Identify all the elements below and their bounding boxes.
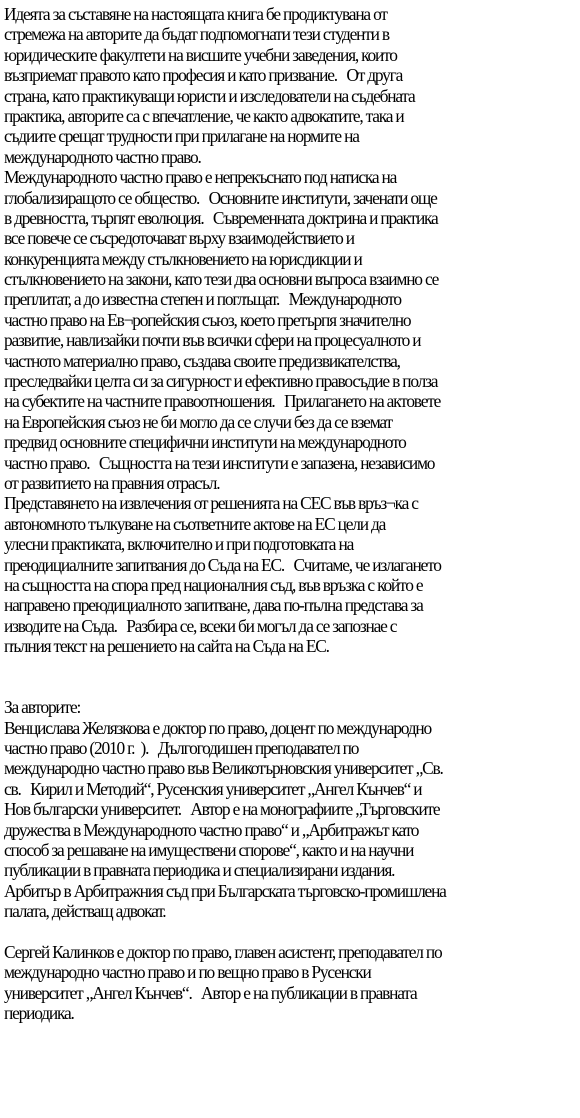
text-line: юридическите факултети на висшите учебни заведения, които <box>4 44 397 65</box>
text-line: преплитат, а до известна степен и поглъщат. Международното <box>4 289 401 310</box>
text-line: развитие, навлизайки почти във всички сфери на процесуалното и <box>4 330 421 351</box>
text-line: изводите на Съда. Разбира се, всеки би могъл да се запознае с <box>4 615 397 636</box>
text-line: частно право. Същността на тези институти е запазена, независимо <box>4 452 435 473</box>
author-1-bio <box>4 718 578 922</box>
text-line: предвид основните специфични институти на международното <box>4 432 406 453</box>
text-line: съдиите срещат трудности при прилагане на нормите на <box>4 126 359 147</box>
text-line: международното частно право. <box>4 146 201 167</box>
text-line: стремежа на авторите да бъдат подпомогнати тези студенти в <box>4 24 389 45</box>
text-line: Международното частно право е непрекъснато под натиска на <box>4 167 397 188</box>
text-line: Арбитър в Арбитражния съд при Българската търговско-промишлена <box>4 880 446 901</box>
preface-paragraph-2 <box>4 167 578 493</box>
text-line: международно частно право във Великотърновския университет „Св. <box>4 758 443 779</box>
text-line: частно право (2010 г. ). Дългогодишен преподавател по <box>4 738 359 759</box>
spacer <box>4 657 578 677</box>
spacer <box>4 677 578 697</box>
text-line: от развитието на правния отрасъл. <box>4 472 220 493</box>
text-line: страна, като практикуващи юристи и изследователи на съдебната <box>4 85 415 106</box>
text-line: дружества в Международното частно право“ и „Арбитражът като <box>4 819 419 840</box>
text-line: Нов български университет. Автор е на монографиите „Търговските <box>4 799 440 820</box>
text-line: Сергей Калинков е доктор по право, главен асистент, преподавател по <box>4 941 442 962</box>
text-line: Представянето на извлечения от решенията на СЕС във връз¬ка с <box>4 493 418 514</box>
text-line: улесни практиката, включително и при подготовката на <box>4 534 354 555</box>
spacer <box>4 922 578 942</box>
text-line: палата, действащ адвокат. <box>4 901 166 922</box>
text-line: преюдициалните запитвания до Съда на ЕС. Считаме, че излагането <box>4 554 441 575</box>
text-line: международно частно право и по вещно право в Русенски <box>4 962 371 983</box>
text-line: на Европейския съюз не би могло да се случи без да се вземат <box>4 411 392 432</box>
text-line: конкуренцията между стълкновението на юрисдикции и <box>4 248 362 269</box>
preface-paragraph-3 <box>4 493 578 656</box>
author-2-bio <box>4 942 578 1024</box>
text-line: практика, авторите са с впечатление, че както адвокатите, така и <box>4 105 404 126</box>
text-line: частно право на Ев¬ропейския съюз, което претърпя значително <box>4 309 411 330</box>
text-line: св. Кирил и Методий“, Русенския университет „Ангел Кънчев“ и <box>4 778 422 799</box>
text-line: Венцислава Желязкова е доктор по право, доцент по международно <box>4 717 431 738</box>
text-line: способ за решаване на имуществени спорове“, както и на научни <box>4 840 414 861</box>
text-line: на субектите на частните правоотношения. Прилагането на актовете <box>4 391 441 412</box>
text-line: преследвайки целта си за сигурност и ефективно правосъдие в полза <box>4 371 438 392</box>
text-line: частното материално право, създава своите предизвикателства, <box>4 350 400 371</box>
preface-paragraph-1 <box>4 4 578 167</box>
text-line: стълкновението на закони, като тези два основни въпроса взаимно се <box>4 269 439 290</box>
text-line: все повече се съсредоточават върху взаимодействието и <box>4 228 354 249</box>
text-line: публикации в правната периодика и специализирани издания. <box>4 860 395 881</box>
about-authors-heading: За авторите: <box>4 697 81 718</box>
text-line: на същността на спора пред националния съд, във връзка с който е <box>4 574 423 595</box>
text-line: глобализиращото се общество. Основните институти, заченати още <box>4 187 437 208</box>
text-line: Идеята за съставяне на настоящата книга бе продиктувана от <box>4 4 387 24</box>
text-line: в древността, търпят еволюция. Съвременната доктрина и практика <box>4 207 438 228</box>
document-page <box>4 4 578 1024</box>
text-line: направено преюдициалното запитване, дава по-пълна представа за <box>4 595 423 616</box>
text-line: автономното тълкуване на съответните актове на ЕС цели да <box>4 513 386 534</box>
text-line: периодика. <box>4 1003 74 1024</box>
text-line: университет „Ангел Кънчев“. Автор е на публикации в правната <box>4 982 417 1003</box>
text-line: пълния текст на решението на сайта на Съда на ЕС. <box>4 636 329 657</box>
text-line: възприемат правото като професия и като призвание. От друга <box>4 65 403 86</box>
